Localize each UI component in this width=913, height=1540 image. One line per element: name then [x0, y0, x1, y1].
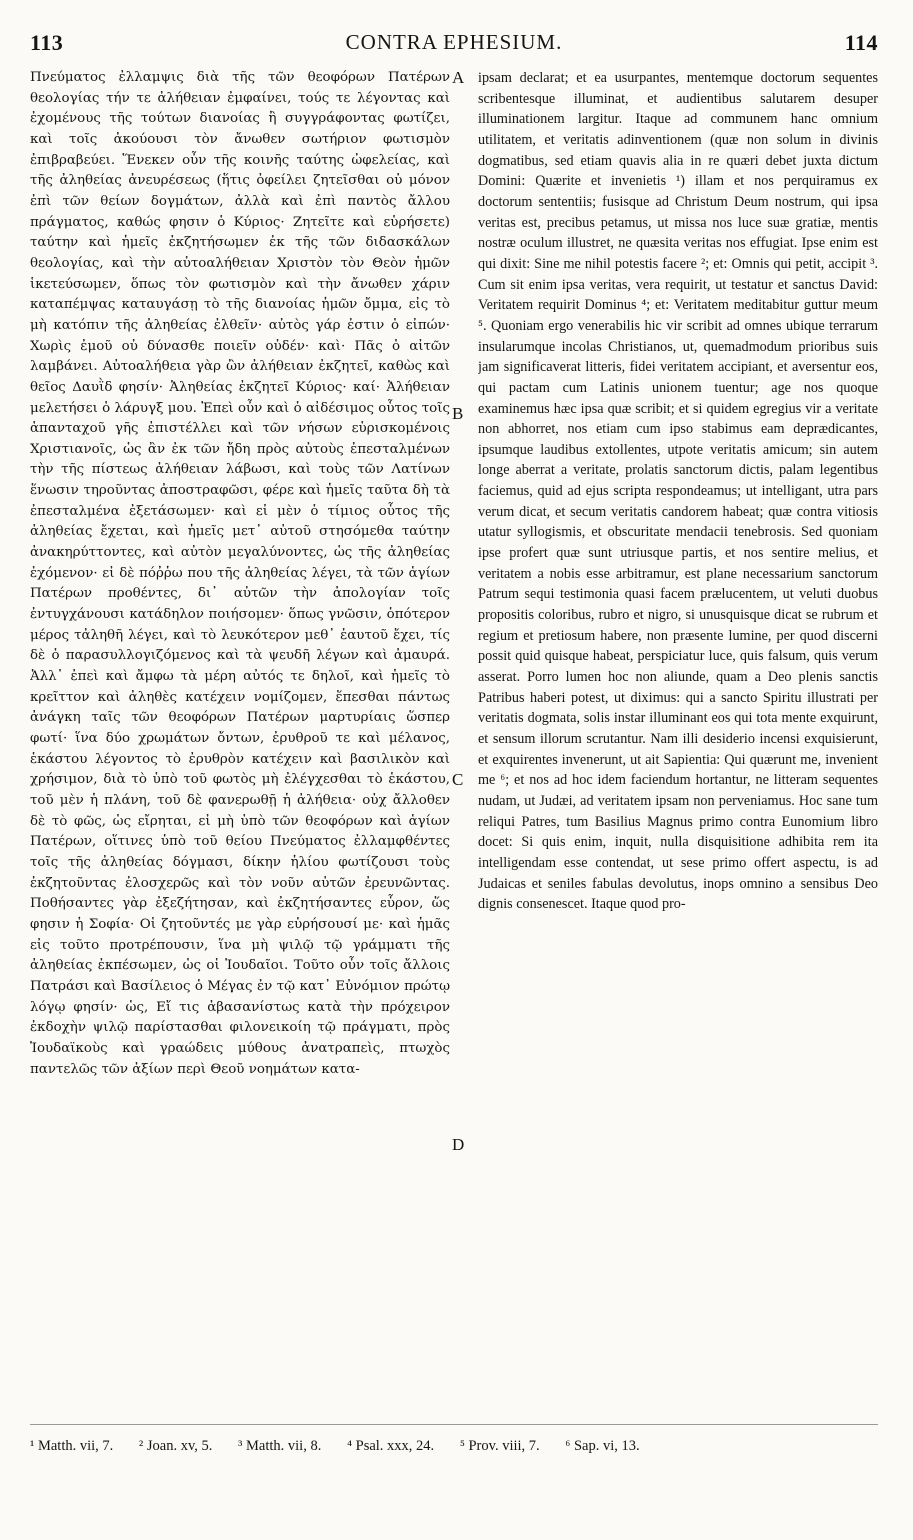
footnote-4: ⁴ Psal. xxx, 24.	[346, 1438, 435, 1454]
footnote-1: ¹ Matth. vii, 7.	[30, 1438, 114, 1454]
section-marker-c: C	[452, 770, 464, 789]
section-marker-a: A	[452, 68, 465, 87]
section-marker-b: B	[452, 404, 464, 423]
footnote-divider	[30, 1424, 878, 1425]
greek-column	[30, 68, 450, 1418]
running-title: CONTRA EPHESIUM.	[345, 30, 563, 54]
greek-text: Πνεύματος ἐλλαμψις διὰ τῆς τῶν θεοφόρων Πατέρων θεολογίας τήν τε ἀλήθειαν ἐμφαίνει, τούς τε λέγοντας καὶ ἐχομένους τῆς τούτων διανοίας ἢ συγγράφοντας φωτίζει, καὶ τοῖς ἀκούουσι τὸν ἄνωθεν σωτήριον φωτισμὸν ἐπιβραβεύει. Ἕνεκεν οὖν τῆς κοινῆς ταύτης ὠφελείας, καὶ τῆς ἀληθείας ἀνευρέσεως (ἥτις ὀφείλει ζητεῖσθαι οὐ μόνον ἐπὶ τῶν θείων δογμάτων, ἀλλὰ καὶ ἐπὶ παντὸς ἄλλου πράγματος, καθώς φησιν ὁ Κύριος· Ζητεῖτε καὶ εὑρήσετε) ταύτην καὶ ἡμεῖς ἐκζητήσωμεν ἐκ τῆς τῶν διδασκάλων θεολογίας, καὶ τὴν αὐτοαλήθειαν Χριστὸν τὸν Θεὸν ἡμῶν ἱκετεύσωμεν, ὅπως τὸν φωτισμὸν καὶ τὴν ἄνωθεν χάριν καταπέμψας καταυγάσῃ τὸ τῆς διανοίας ἡμῶν ὄμμα, εἰς τὸ μὴ κατόπιν τῆς ἀληθείας ἐλθεῖν· αὐτὸς γάρ ἐστιν ὁ εἰπών· Χωρὶς ἐμοῦ οὐ δύνασθε ποιεῖν οὐδέν· καὶ· Πᾶς ὁ αἰτῶν λαμβάνει. Αὐτοαλήθεια γὰρ ὢν ἀλήθειαν ἐκζητεῖ, καθὼς καὶ θεῖος Δαυῒδ φησίν· Ἀληθείας ἐκζητεῖ Κύριος· καί· Ἀλήθειαν μελετήσει ὁ λάρυγξ μου. Ἐπεὶ οὖν καὶ ὁ αἰδέσιμος οὗτος τοῖς ἁπανταχοῦ γῆς ἐπιστέλλει καὶ τῶν νήσων εὑρισκομένοις Χριστιανοῖς, ὡς ἂν ἐκ τῶν ἤδη πρὸς αὐτοὺς ἐπεσταλμένων τὴν τῆς πίστεως ἀλήθειαν λάβωσι, καὶ τοὺς τῶν Λατίνων ἕνωσιν τηροῦντας ἀποστραφῶσι, φέρε καὶ ἡμεῖς ταῦτα δὴ τὰ ἐπεσταλμένα ἐξετάσωμεν· καὶ εἰ μὲν ὁ τίμιος οὗτος τῆς ἀληθείας ἔχεται, καὶ ἡμεῖς μετ᾽ αὐτοῦ στησόμεθα ταύτην ἀνακηρύττοντες, καὶ αὐτὸν μεγαλύνοντες, ὡς τῆς ἀληθείας ἐχόμενον· εἰ δὲ πόῤῥω που τῆς ἀληθείας λέγει, τὰ τῶν ἁγίων Πατέρων προθέντες, δι᾽ αὐτῶν τὴν ἀπολογίαν τοῖς ἐντυγχάνουσι κατάδηλον ποιήσομεν· ὅπως γνῶσιν, ὁπότερον μέρος τἀληθῆ λέγει, καὶ τὸ λευκότερον μεθ᾽ ἑαυτοῦ ἔχει, τίς δὲ ὁ παρασυλλογιζόμενος καὶ τὰ ψευδῆ λέγων καὶ ἀμαυρά. Ἀλλ᾽ ἐπεὶ καὶ ἄμφω τὰ μέρη αὐτός τε δηλοῖ, καὶ ἡμεῖς τὸ κρεῖττον καὶ ἀληθὲς κατέχειν νομίζομεν, ἕπεσθαι πάντως ἀνάγκη ταῖς τῶν θεοφόρων Πατέρων μαρτυρίαις ὥσπερ φωτί· ἵνα δύο χρωμάτων ὄντων, ἐρυθροῦ τε καὶ μέλανος, ἑκάστου λέγοντος τὸ ἐρυθρὸν κατέχειν καὶ βασιλικὸν καὶ χρήσιμον, διὰ τὸ ὑπὸ τοῦ φωτὸς μὴ ἐλέγχεσθαι τὸ ἑκάστου, τοῦ μὲν ἡ πλάνη, τοῦ δὲ φανερωθῇ ἡ ἀλήθεια· οὐχ ἄλλοθεν δὲ τὸ φῶς, ὡς εἴρηται, εἰ μὴ ὑπὸ τῶν θεοφόρων καὶ ἁγίων Πατέρων, οἵτινες ὑπὸ τοῦ θείου Πνεύματος ἐλλαμφθέντες τοῖς τῆς ἀληθείας δόγμασι, δίκην ἡλίου φωτίζουσι τοὺς ἐκζητοῦντας ἐλοσχερῶς καὶ τὸν νοῦν αὐτῶν ἐρευνῶντας. Ποθήσαντες γὰρ ἐξεζήτησαν, καὶ ἐκζητήσαντες εὗρον, ὥς φησιν ἡ Σοφία· Οἱ ζητοῦντές με γὰρ εὑρήσουσί με· καὶ ἡμᾶς εἰς τοῦτο προτρέπουσιν, ἵνα μὴ ψιλῷ τῷ γράμματι τῆς ἀληθείας ἐκπέσωμεν, ὡς οἱ Ἰουδαῖοι. Τοῦτο οὖν τοῖς ἄλλοις Πατράσι καὶ Βασίλειος ὁ Μέγας ἐν τῷ κατ᾽ Εὐνόμιον πρώτῳ λόγῳ φησίν· ὡς, Εἴ τις ἀβασανίστως κατὰ τὴν πρόχειρον ἐκδοχὴν ψιλῷ παρίστασθαι φιλονεικοίη τῷ πράγματι, πρὸς Ἰουδαϊκοὺς καὶ γραώδεις μύθους ἀνατραπεὶς, πτωχὸς παντελῶς τῶν ἀξίων περὶ Θεοῦ νοημάτων κατα-	[30, 70, 450, 1077]
latin-column	[478, 68, 878, 1418]
footnote-3: ³ Matth. vii, 8.	[238, 1438, 322, 1454]
page-header	[30, 30, 878, 60]
page-number-right: 114	[844, 30, 878, 55]
footnotes	[30, 1438, 890, 1455]
footnote-6: ⁶ Sap. vi, 13.	[565, 1438, 640, 1454]
section-marker-d: D	[452, 1135, 465, 1154]
latin-text: ipsam declarat; et ea usurpantes, mentemque doctorum sequentes scribentesque illuminat, et audientibus salutarem desuper illuminationem largitur. Itaque ad communem hanc omnium utilitatem, et veritatis adinventionem (quæ non solum in divinis dogmatibus, sed etiam quavis alia in re quæri debet juxta dictum Domini: Quærite et invenietis ¹) illam et nos perquiramus ex doctorum sententiis; fusisque ad Christum Deum nostrum, qui ipsa veritas est, precibus petamus, ut missa nos luce suæ gratiæ, mentis nostræ oculum illustret, ne quæsita veritas nos effugiat. Ipse enim est qui dixit: Sine me nihil potestis facere ²; et: Omnis qui petit, accipit ³. Cum sit enim ipsa veritas, vera requirit, ut testatur et sanctus David: Veritatem requirit Dominus ⁴; et: Veritatem meditabitur guttur meum ⁵. Quoniam ergo venerabilis hic vir scribit ad omnes ubique terrarum insularumque incolas Christianos, ut, quemadmodum prioribus suis jam significaverat litteris, fidei veritatem accipiant, et aversentur eos, qui pactam cum Latinis unionem tuentur; age nos quoque examinemus hæc ipsa quæ scribit; et si quidem egregius vir a veritate non abhorret, nos etiam cum ipso stabimus eam deprædicantes, ipsumque laudibus extollentes, utpote veritatis amicum; sin autem longe aberrat a veritate, prolatis sanctorum dictis, palam legentibus faciemus, quid ad ejus scripta respondeamus; ut intelligant, utra pars verum dicat, et secum veritatis candorem habeat; quæ contra vitiosis utatur syllogismis, et obscuritate mendacii tenebrosis. Sed quoniam ipse profert quæ sunt utriusque partis, et nos sentire melius, et veritatem a nobis esse arbitramur, est plane necessarium sanctorum Patrum sequi testimonia quasi facem prælucentem, ut veluti duobus propositis coloribus, rubro et nigro, si unusquisque dicat se rubrum et regium et pretiosum habere, non præsente lumine, per quod discerni possit quid quisque habeat, perspiciatur luce, quis falsum, quis verum asserat. Porro lumen hoc non aliunde, quam a Deo plenis sanctis Patribus haberi potest, ut diximus: qui a sancto Spiritu illustrati per veritatis dogmata, solis instar illuminant eos qui tota mente exquirunt, et sensum illorum scrutantur. Nam illi desiderio incensi exquisierunt, et exquirentes invenerunt, ut ait Sapientia: Qui quærunt me, invenient me ⁶; et nos ad hoc idem faciendum hortantur, ne litteram sequentes nudam, ut Judæi, ad veritatem ipsam non perveniamus. Hoc sane tum reliqui Patres, tum Basilius Magnus primo contra Eunomium libro docet: Si quis enim, inquit, nulla disquisitione adhibita rem ita intelligendam esse contendat, ut sese primo offert aspectu, is ad Judaicas et seniles fabulas devolutus, inops omnino a sensibus Deo dignis consenescet. Itaque quod pro-	[478, 70, 878, 913]
footnote-2: ² Joan. xv, 5.	[138, 1438, 213, 1454]
footnote-5: ⁵ Prov. viii, 7.	[459, 1438, 540, 1454]
page-number-left: 113	[30, 30, 64, 55]
